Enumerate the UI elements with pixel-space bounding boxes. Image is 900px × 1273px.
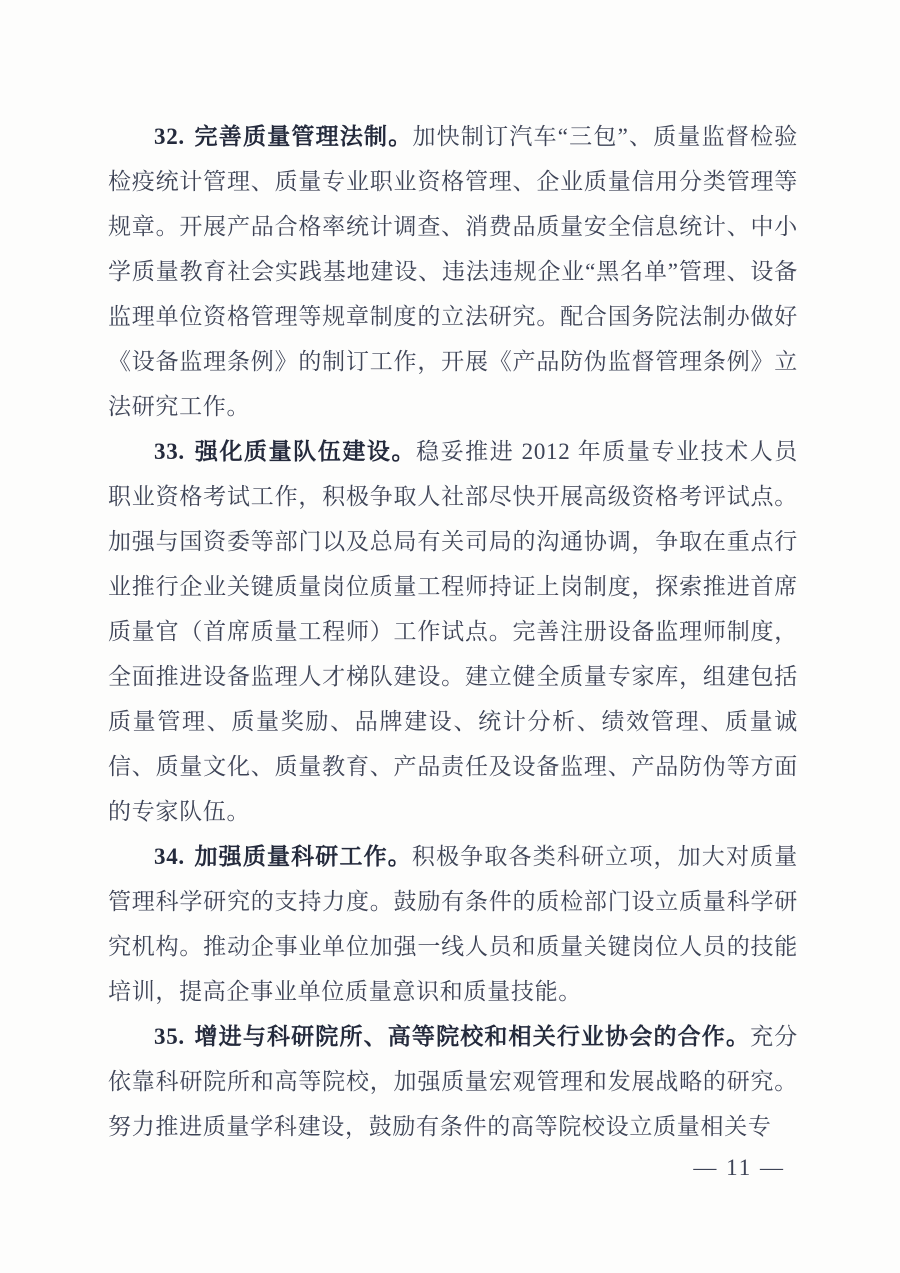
paragraph-item-32 [108, 114, 798, 429]
page-footer [693, 1155, 785, 1181]
paragraph-number: 33. [154, 439, 185, 464]
paragraph-body: 充分依靠科研院所和高等院校，加强质量宏观管理和发展战略的研究。努力推进质量学科建设，鼓励有条件的高等院校设立质量相关专 [108, 1024, 798, 1139]
paragraph-heading: 增进与科研院所、高等院校和相关行业协会的合作。 [194, 1023, 751, 1049]
paragraph-heading: 完善质量管理法制。 [194, 123, 413, 149]
paragraph-body: 加快制订汽车“三包”、质量监督检验检疫统计管理、质量专业职业资格管理、企业质量信用分类管理等规章。开展产品合格率统计调查、消费品质量安全信息统计、中小学质量教育社会实践基地建设、违法违规企业“黑名单”管理、设备监理单位资格管理等规章制度的立法研究。配合国务院法制办做好《设备监理条例》的制订工作，开展《产品防伪监督管理条例》立法研究工作。 [108, 124, 798, 419]
paragraph-heading: 加强质量科研工作。 [194, 843, 412, 869]
paragraph-item-34 [108, 834, 798, 1014]
paragraph-body: 稳妥推进 2012 年质量专业技术人员职业资格考试工作，积极争取人社部尽快开展高级资格考评试点。加强与国资委等部门以及总局有关司局的沟通协调，争取在重点行业推行企业关键质量岗位质量工程师持证上岗制度，探索推进首席质量官（首席质量工程师）工作试点。完善注册设备监理师制度，全面推进设备监理人才梯队建设。建立健全质量专家库，组建包括质量管理、质量奖励、品牌建设、统计分析、绩效管理、质量诚信、质量文化、质量教育、产品责任及设备监理、产品防伪等方面的专家队伍。 [108, 439, 798, 824]
paragraph-number: 34. [154, 844, 185, 869]
paragraph-number: 35. [154, 1024, 185, 1049]
paragraph-number: 32. [154, 124, 185, 149]
paragraph-item-33 [108, 429, 798, 834]
paragraph-item-35 [108, 1014, 798, 1149]
page-number: — 11 — [693, 1155, 785, 1180]
paragraph-heading: 强化质量队伍建设。 [194, 438, 417, 464]
document-text [108, 114, 798, 1149]
paragraph-body: 积极争取各类科研立项，加大对质量管理科学研究的支持力度。鼓励有条件的质检部门设立质量科学研究机构。推动企事业单位加强一线人员和质量关键岗位人员的技能培训，提高企事业单位质量意识和质量技能。 [108, 844, 798, 1004]
